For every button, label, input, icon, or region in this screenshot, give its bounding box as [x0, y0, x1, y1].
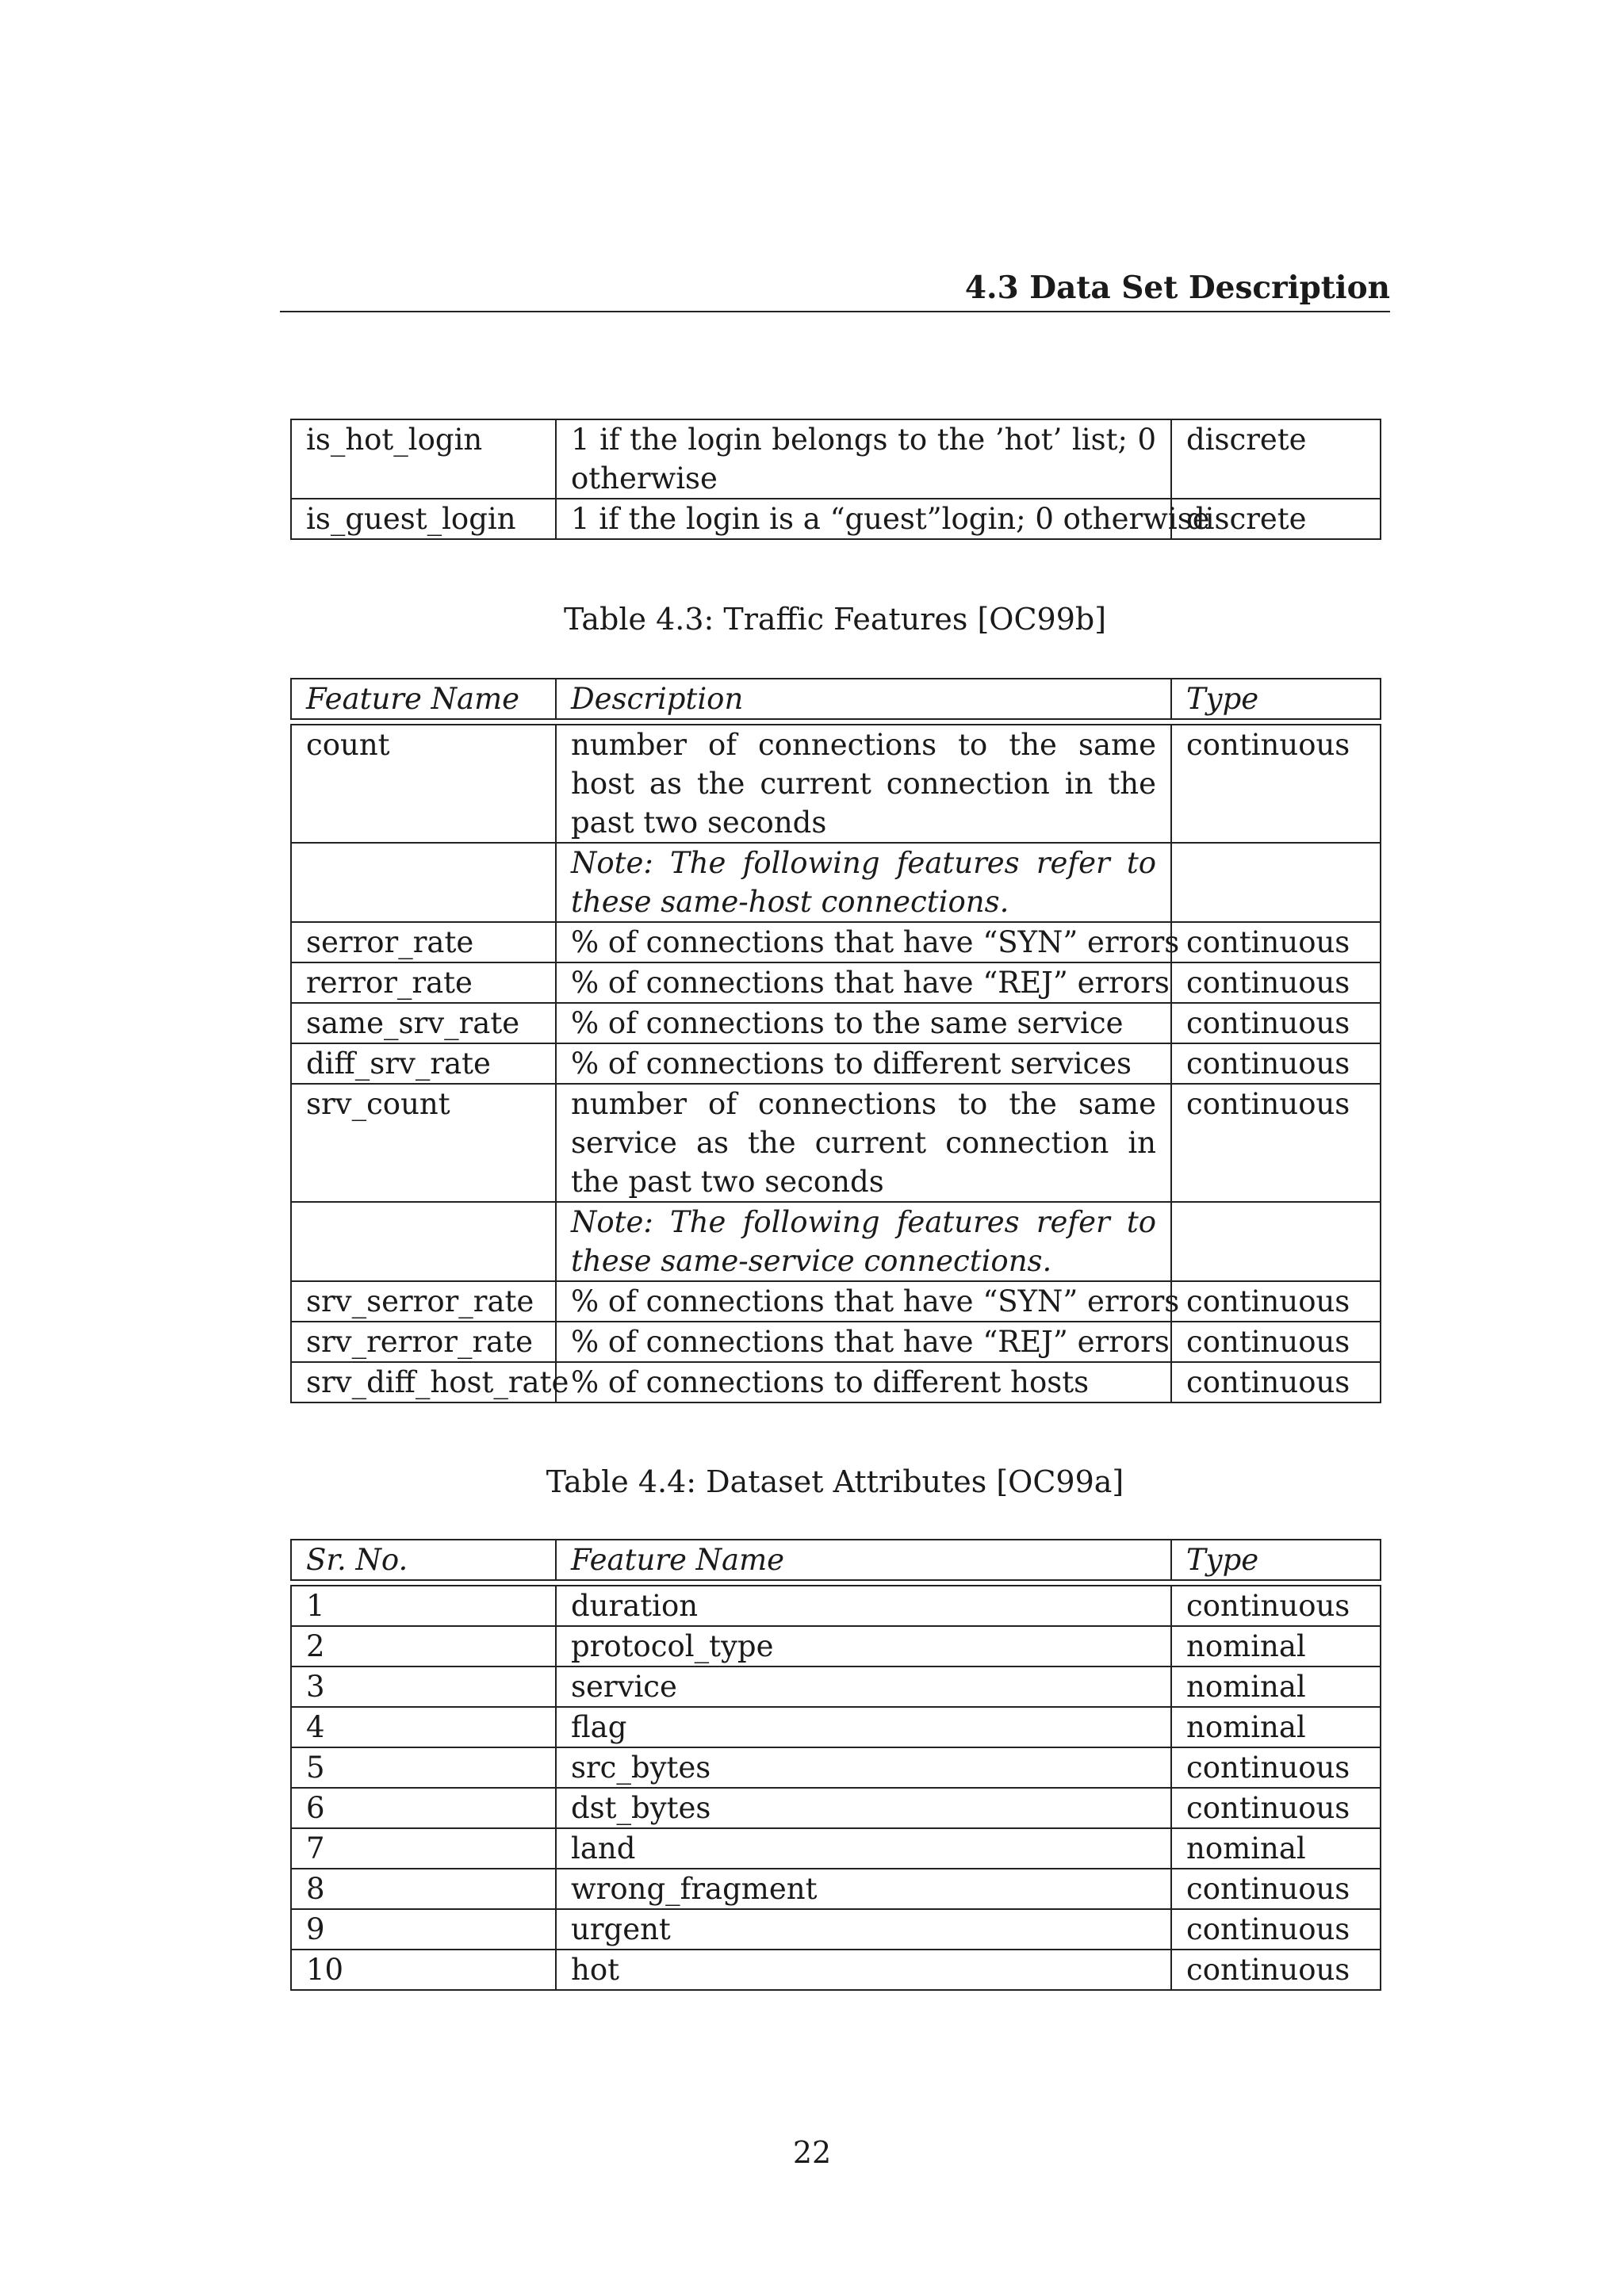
table-caption: Table 4.3: Traffic Features [OC99b] [563, 602, 1107, 637]
feature-name-cell: count [291, 725, 556, 843]
table-row [291, 1869, 1381, 1909]
table-row [291, 419, 1381, 499]
type-cell: continuous [1171, 922, 1381, 962]
sr-no-cell: 6 [291, 1788, 556, 1828]
sr-no-cell: 8 [291, 1869, 556, 1909]
feature-name-cell: wrong_fragment [556, 1869, 1171, 1909]
table-row [291, 1586, 1381, 1626]
feature-name-cell: hot [556, 1950, 1171, 1990]
column-header-sr-no: Sr. No. [291, 1540, 556, 1580]
feature-name-cell: srv_serror_rate [291, 1281, 556, 1322]
column-header-description: Description [556, 679, 1171, 719]
section-title: 4.3 Data Set Description [964, 270, 1390, 306]
type-cell: discrete [1171, 419, 1381, 499]
feature-name-cell: is_guest_login [291, 499, 556, 539]
type-cell: continuous [1171, 1003, 1381, 1043]
table-row [291, 1828, 1381, 1869]
sr-no-cell: 10 [291, 1950, 556, 1990]
table-row [291, 1281, 1381, 1322]
feature-name-cell: diff_srv_rate [291, 1043, 556, 1084]
note-cell: Note: The following features refer to these same-host connections. [556, 843, 1171, 922]
dataset-attributes-table [290, 1585, 1381, 1991]
description-cell: number of connections to the same host as the current connection in the past two seconds [556, 725, 1171, 843]
table-row [291, 1362, 1381, 1402]
type-cell: nominal [1171, 1667, 1381, 1707]
type-cell: continuous [1171, 962, 1381, 1003]
column-header-feature-name: Feature Name [291, 679, 556, 719]
table-row [291, 1747, 1381, 1788]
table-row [291, 1788, 1381, 1828]
table-caption: Table 4.4: Dataset Attributes [OC99a] [546, 1464, 1124, 1499]
note-row [291, 1202, 1381, 1281]
traffic-table-header [290, 678, 1381, 720]
description-cell: % of connections that have “REJ” errors [556, 1322, 1171, 1362]
feature-name-cell: protocol_type [556, 1626, 1171, 1667]
feature-name-cell: rerror_rate [291, 962, 556, 1003]
traffic-features-table [290, 724, 1381, 1403]
type-cell: nominal [1171, 1707, 1381, 1747]
type-cell: continuous [1171, 1084, 1381, 1202]
type-cell: continuous [1171, 725, 1381, 843]
feature-name-cell: serror_rate [291, 922, 556, 962]
table-row [291, 1667, 1381, 1707]
description-cell: % of connections to different hosts [556, 1362, 1171, 1402]
description-cell: % of connections to the same service [556, 1003, 1171, 1043]
feature-name-cell: flag [556, 1707, 1171, 1747]
sr-no-cell: 7 [291, 1828, 556, 1869]
column-header-type: Type [1171, 1540, 1381, 1580]
type-cell: continuous [1171, 1281, 1381, 1322]
table-row [291, 499, 1381, 539]
running-header [280, 265, 1390, 312]
continued-table [290, 419, 1381, 540]
table-row [291, 1909, 1381, 1950]
type-cell [1171, 843, 1381, 922]
table-row [291, 922, 1381, 962]
feature-name-cell: same_srv_rate [291, 1003, 556, 1043]
type-cell: continuous [1171, 1586, 1381, 1626]
description-cell: % of connections that have “SYN” errors [556, 922, 1171, 962]
column-header-type: Type [1171, 679, 1381, 719]
type-cell: discrete [1171, 499, 1381, 539]
type-cell: nominal [1171, 1626, 1381, 1667]
header-row [291, 1540, 1381, 1580]
type-cell: continuous [1171, 1869, 1381, 1909]
note-cell: Note: The following features refer to these same-service connections. [556, 1202, 1171, 1281]
feature-name-cell: dst_bytes [556, 1788, 1171, 1828]
type-cell: continuous [1171, 1362, 1381, 1402]
type-cell: continuous [1171, 1322, 1381, 1362]
sr-no-cell: 5 [291, 1747, 556, 1788]
attributes-table-header [290, 1539, 1381, 1581]
description-cell: 1 if the login belongs to the ’hot’ list; 0 otherwise [556, 419, 1171, 499]
type-cell [1171, 1202, 1381, 1281]
type-cell: continuous [1171, 1747, 1381, 1788]
sr-no-cell: 2 [291, 1626, 556, 1667]
table-row [291, 1626, 1381, 1667]
feature-name-cell: src_bytes [556, 1747, 1171, 1788]
page-number: 22 [792, 2135, 832, 2170]
sr-no-cell: 9 [291, 1909, 556, 1950]
table-row [291, 962, 1381, 1003]
sr-no-cell: 3 [291, 1667, 556, 1707]
feature-name-cell: land [556, 1828, 1171, 1869]
feature-name-cell [291, 843, 556, 922]
type-cell: continuous [1171, 1788, 1381, 1828]
table-row [291, 1043, 1381, 1084]
table-row [291, 1950, 1381, 1990]
description-cell: % of connections to different services [556, 1043, 1171, 1084]
description-cell: 1 if the login is a “guest”login; 0 otherwise [556, 499, 1171, 539]
table-row [291, 1707, 1381, 1747]
description-cell: % of connections that have “SYN” errors [556, 1281, 1171, 1322]
feature-name-cell: duration [556, 1586, 1171, 1626]
feature-name-cell: service [556, 1667, 1171, 1707]
header-row [291, 679, 1381, 719]
feature-name-cell [291, 1202, 556, 1281]
note-row [291, 843, 1381, 922]
table-row [291, 1084, 1381, 1202]
feature-name-cell: urgent [556, 1909, 1171, 1950]
type-cell: continuous [1171, 1043, 1381, 1084]
column-header-feature-name: Feature Name [556, 1540, 1171, 1580]
sr-no-cell: 1 [291, 1586, 556, 1626]
sr-no-cell: 4 [291, 1707, 556, 1747]
table-row [291, 725, 1381, 843]
description-cell: number of connections to the same service as the current connection in the past two seconds [556, 1084, 1171, 1202]
type-cell: nominal [1171, 1828, 1381, 1869]
feature-name-cell: is_hot_login [291, 419, 556, 499]
table-row [291, 1322, 1381, 1362]
table-row [291, 1003, 1381, 1043]
type-cell: continuous [1171, 1950, 1381, 1990]
description-cell: % of connections that have “REJ” errors [556, 962, 1171, 1003]
type-cell: continuous [1171, 1909, 1381, 1950]
feature-name-cell: srv_diff_host_rate [291, 1362, 556, 1402]
feature-name-cell: srv_rerror_rate [291, 1322, 556, 1362]
feature-name-cell: srv_count [291, 1084, 556, 1202]
